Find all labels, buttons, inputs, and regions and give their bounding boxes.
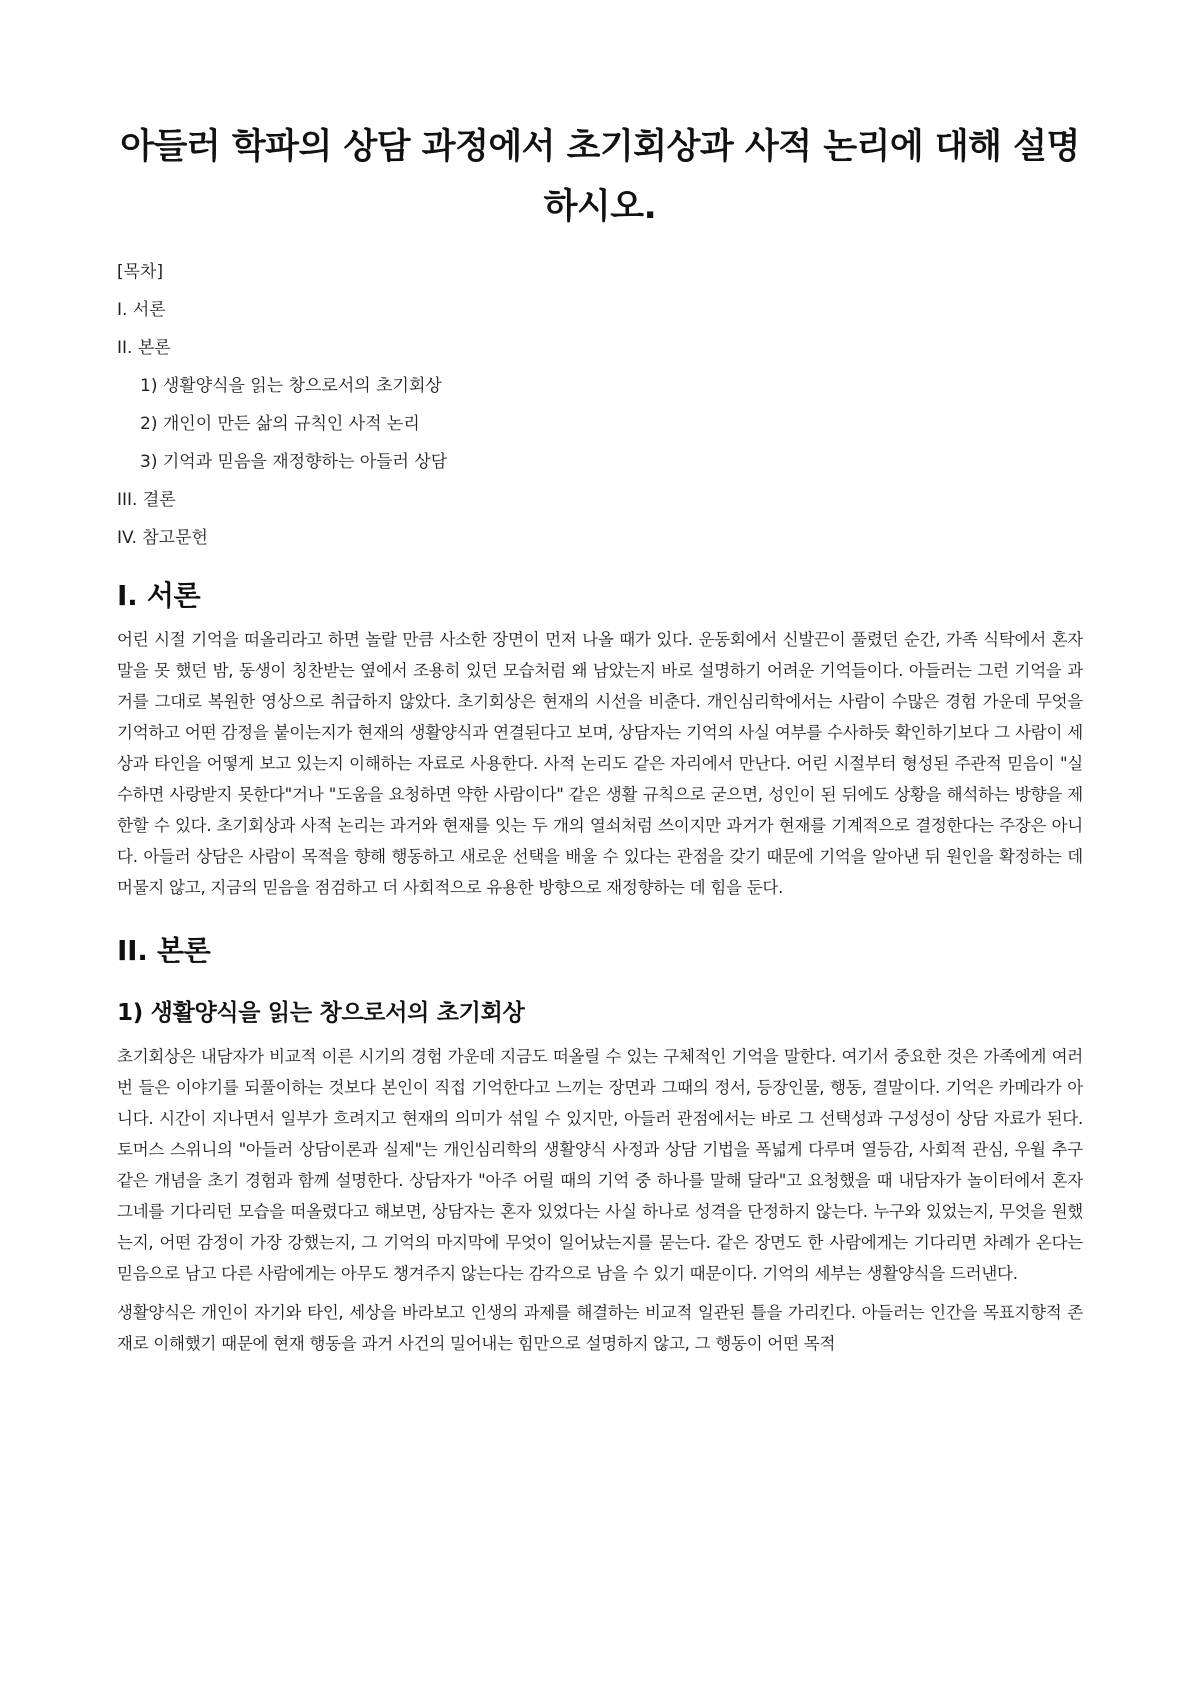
- section-heading-body: II. 본론: [117, 934, 211, 967]
- toc-item-private-logic: 2) 개인이 만든 삶의 규칙인 사적 논리: [140, 414, 420, 434]
- toc-item-reorientation: 3) 기억과 믿음을 재정향하는 아들러 상담: [140, 452, 448, 472]
- toc-heading: [목차]: [117, 262, 164, 282]
- toc-item-early-recollections: 1) 생활양식을 읽는 창으로서의 초기회상: [140, 376, 442, 396]
- subsection-heading-early-recollections: 1) 생활양식을 읽는 창으로서의 초기회상: [117, 1000, 525, 1026]
- table-of-contents: [117, 259, 1083, 552]
- toc-item-introduction: I. 서론: [117, 300, 166, 320]
- toc-item-body: II. 본론: [117, 338, 171, 358]
- document-title: 아들러 학파의 상담 과정에서 초기회상과 사적 논리에 대해 설명하시오.: [120, 127, 1080, 227]
- document-page: [117, 0, 1083, 1367]
- toc-item-references: IV. 참고문헌: [117, 528, 208, 548]
- early-recollections-paragraph-2: 생활양식은 개인이 자기와 타인, 세상을 바라보고 인생의 과제를 해결하는 비교적 일관된 틀을 가리킨다. 아들러는 인간을 목표지향적 존재로 이해했기 때문에 현재 행동을 과거 사건의 밀어내는 힘만으로 설명하지 않고, 그 행동이 어떤 목적: [117, 1303, 1083, 1353]
- toc-item-conclusion: III. 결론: [117, 490, 176, 510]
- early-recollections-paragraph-1: 초기회상은 내담자가 비교적 이른 시기의 경험 가운데 지금도 떠올릴 수 있는 구체적인 기억을 말한다. 여기서 중요한 것은 가족에게 여러 번 들은 이야기를 되풀이하는 것보다 본인이 직접 기억한다고 느끼는 장면과 그때의 정서, 등장인물, 행동, 결말이다. 기억은 카메라가 아니다. 시간이 지나면서 일부가 흐려지고 현재의 의미가 섞일 수 있지만, 아들러 관점에서는 바로 그 선택성과 구성성이 상담 자료가 된다. 토머스 스위니의 "아들러 상담이론과 실제"는 개인심리학의 생활양식 사정과 상담 기법을 폭넓게 다루며 열등감, 사회적 관심, 우월 추구 같은 개념을 초기 경험과 함께 설명한다. 상담자가 "아주 어릴 때의 기억 중 하나를 말해 달라"고 요청했을 때 내담자가 놀이터에서 혼자 그네를 기다리던 모습을 떠올렸다고 해보면, 상담자는 혼자 있었다는 사실 하나로 성격을 단정하지 않는다. 누구와 있었는지, 무엇을 원했는지, 어떤 감정이 가장 강했는지, 그 기억의 마지막에 무엇이 일어났는지를 묻는다. 같은 장면도 한 사람에게는 기다리면 차례가 온다는 믿음으로 남고 다른 사람에게는 아무도 챙겨주지 않는다는 감각으로 남을 수 있기 때문이다. 기억의 세부는 생활양식을 드러낸다.: [117, 1047, 1083, 1283]
- introduction-paragraph: 어린 시절 기억을 떠올리라고 하면 놀랄 만큼 사소한 장면이 먼저 나올 때가 있다. 운동회에서 신발끈이 풀렸던 순간, 가족 식탁에서 혼자 말을 못 했던 밤, 동생이 칭찬받는 옆에서 조용히 있던 모습처럼 왜 남았는지 바로 설명하기 어려운 기억들이다. 아들러는 그런 기억을 과거를 그대로 복원한 영상으로 취급하지 않았다. 초기회상은 현재의 시선을 비춘다. 개인심리학에서는 사람이 수많은 경험 가운데 무엇을 기억하고 어떤 감정을 붙이는지가 현재의 생활양식과 연결된다고 보며, 상담자는 기억의 사실 여부를 수사하듯 확인하기보다 그 사람이 세상과 타인을 어떻게 보고 있는지 이해하는 자료로 사용한다. 사적 논리도 같은 자리에서 만난다. 어린 시절부터 형성된 주관적 믿음이 "실수하면 사랑받지 못한다"거나 "도움을 요청하면 약한 사람이다" 같은 생활 규칙으로 굳으면, 성인이 된 뒤에도 상황을 해석하는 방향을 제한할 수 있다. 초기회상과 사적 논리는 과거와 현재를 잇는 두 개의 열쇠처럼 쓰이지만 과거가 현재를 기계적으로 결정한다는 주장은 아니다. 아들러 상담은 사람이 목적을 향해 행동하고 새로운 선택을 배울 수 있다는 관점을 갖기 때문에 기억을 알아낸 뒤 원인을 확정하는 데 머물지 않고, 지금의 믿음을 점검하고 더 사회적으로 유용한 방향으로 재정향하는 데 힘을 둔다.: [117, 630, 1083, 897]
- section-heading-introduction: I. 서론: [117, 579, 201, 612]
